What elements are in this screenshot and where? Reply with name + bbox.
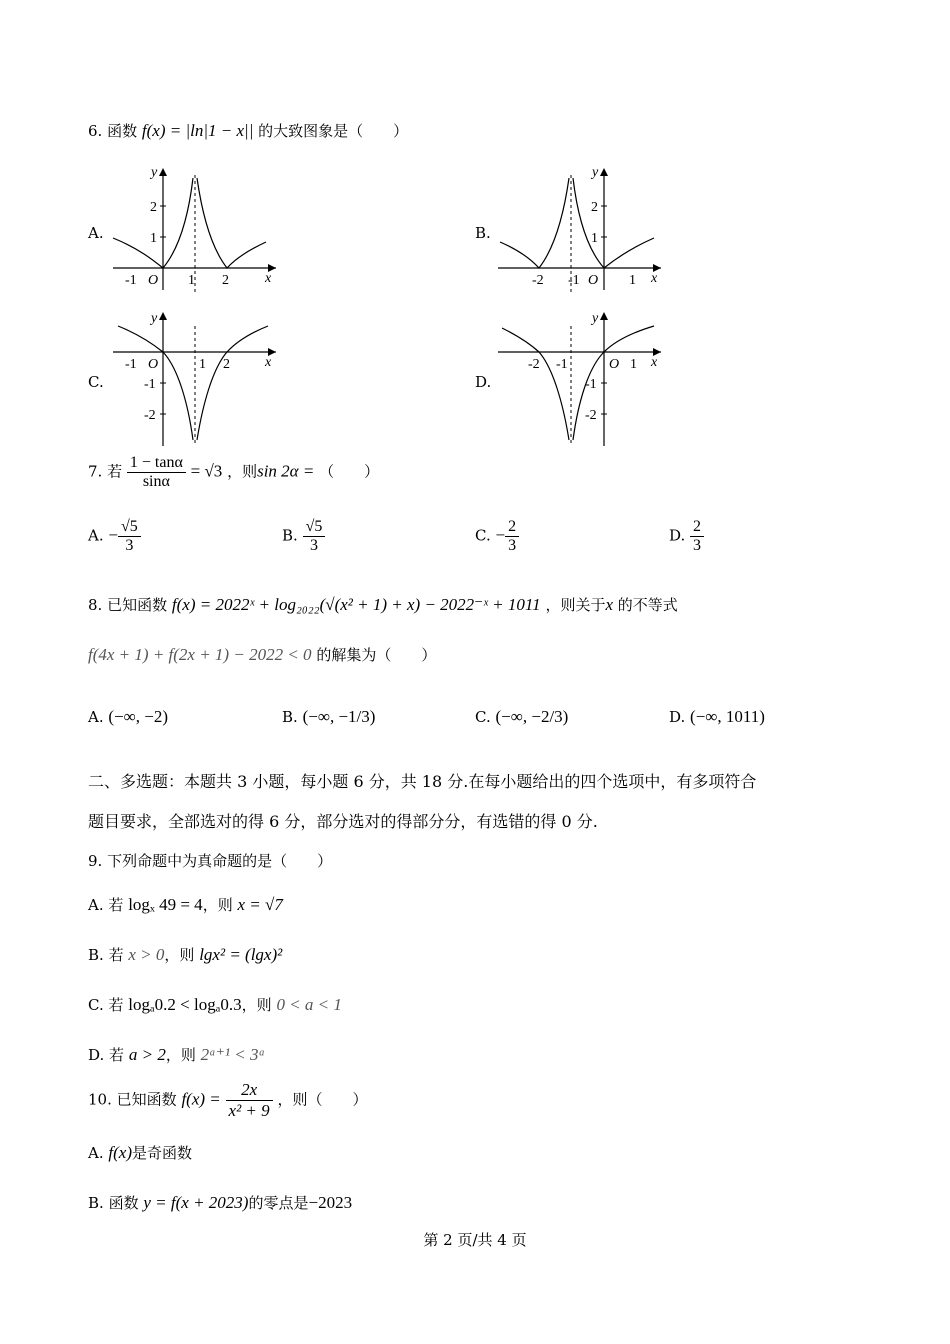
q6c-tick-2: 2 — [223, 357, 230, 372]
q6b-tick-y1: 1 — [591, 231, 598, 246]
q6c-origin: O — [148, 357, 159, 372]
q6b-tick-y2: 2 — [591, 200, 598, 215]
q6-graph-d[interactable] — [496, 308, 668, 448]
q6b-origin: O — [588, 273, 599, 288]
q6-option-b-label[interactable]: B. — [475, 224, 491, 242]
q6d-origin: O — [609, 357, 620, 372]
q9-option-d[interactable]: D. 若 a > 2，则 2ᵃ⁺¹ < 3ᵃ — [88, 1045, 266, 1064]
q6d-tick-neg2: -2 — [528, 357, 540, 372]
q6c-tick-1: 1 — [199, 357, 206, 372]
q6a-x-label: x — [265, 271, 272, 286]
q8-formula: f(x) = 2022ˣ + log₂₀₂₂(√(x² + 1) + x) − 2022⁻ˣ + 1011 — [171, 595, 541, 614]
q6d-y-label: y — [592, 311, 599, 326]
q9-option-b[interactable]: B. 若 x > 0，则 lgx² = (lgx)² — [88, 945, 283, 964]
q8-option-d[interactable]: D. (−∞, 1011) — [669, 707, 765, 726]
q6b-tick-neg1: -1 — [568, 273, 580, 288]
q9-option-c[interactable]: C. 若 logₐ0.2 < logₐ0.3，则 0 < a < 1 — [88, 995, 342, 1014]
q6c-y-label: y — [151, 311, 158, 326]
q6d-tick-neg1: -1 — [556, 357, 568, 372]
q9-stem: 9. 下列命题中为真命题的是（ ） — [88, 852, 333, 870]
q10-option-a[interactable]: A. f(x)是奇函数 — [88, 1143, 192, 1162]
q6-graph-c[interactable] — [108, 308, 283, 448]
q6-graph-a[interactable] — [108, 160, 283, 295]
q6-option-d-label[interactable]: D. — [475, 373, 492, 391]
q6a-tick-2: 2 — [222, 273, 229, 288]
q7-stem: 7. 若 $\frac{1 - \tan\alpha}{\sin\alpha}$ = √3 ，则sin 2α = （ ） — [88, 454, 380, 490]
q10-stem: 10. 已知函数 f(x) = $\frac{2x}{\text{x² + 9}}$ ，则（ ） — [88, 1080, 368, 1120]
q6b-tick-neg2: -2 — [532, 273, 544, 288]
q6d-tick-1: 1 — [630, 357, 637, 372]
q8-option-b[interactable]: B. (−∞, −1/3) — [282, 707, 376, 726]
q6d-tick-yneg2: -2 — [585, 408, 597, 423]
q8-stem-line2: f(4x + 1) + f(2x + 1) − 2022 < 0 的解集为（ ） — [88, 645, 437, 664]
q6-option-c-label[interactable]: C. — [88, 373, 104, 391]
q6d-x-label: x — [651, 355, 658, 370]
q6a-tick-1: 1 — [188, 273, 195, 288]
q6c-x-label: x — [265, 355, 272, 370]
q6a-origin: O — [148, 273, 159, 288]
q6c-tick-neg1: -1 — [125, 357, 137, 372]
q8-option-a[interactable]: A. (−∞, −2) — [88, 707, 169, 726]
q7-option-c[interactable]: C. − $\frac{2}{3}$ — [475, 518, 519, 555]
q6-graph-b[interactable] — [496, 160, 668, 295]
page-footer: 第 2 页/共 4 页 — [423, 1231, 527, 1249]
q10-option-b[interactable]: B. 函数 y = f(x + 2023)的零点是−2023 — [88, 1193, 353, 1212]
q7-fraction: $\frac{1 - \tan\alpha}{\sin\alpha}$ — [127, 454, 186, 491]
q6-formula: f(x) = |ln|1 − x|| — [141, 121, 254, 140]
q6a-tick-y1: 1 — [150, 231, 157, 246]
q8-stem: 8. 已知函数 f(x) = 2022ˣ + log₂₀₂₂(√(x² + 1) + x) − 2022⁻ˣ + 1011 ，则关于x 的不等式 — [88, 595, 678, 614]
q6c-tick-yneg1: -1 — [144, 377, 156, 392]
q8-inequality: f(4x + 1) + f(2x + 1) − 2022 < 0 — [88, 645, 312, 664]
q6a-y-label: y — [151, 165, 158, 180]
q6a-tick-neg1: -1 — [125, 273, 137, 288]
q7-option-a[interactable]: A. − $\frac{√5}{3}$ — [88, 518, 141, 555]
q6b-x-label: x — [651, 271, 658, 286]
q7-option-b[interactable]: B. $\frac{√5}{3}$ — [282, 518, 325, 555]
q6c-tick-yneg2: -2 — [144, 408, 156, 423]
q10-fraction: $\frac{2x}{\text{x² + 9}}$ — [226, 1080, 273, 1121]
q6b-y-label: y — [592, 165, 599, 180]
q6a-tick-y2: 2 — [150, 200, 157, 215]
q6d-tick-yneg1: -1 — [585, 377, 597, 392]
q6-stem: 6. 函数 f(x) = |ln|1 − x|| 的大致图象是（ ） — [88, 121, 409, 140]
section2-heading: 二、多选题：本题共 3 小题，每小题 6 分，共 18 分.在每小题给出的四个选项中，有多项符合 题目要求，全部选对的得 6 分，部分选对的得部分分，有选错的得 0 分. — [88, 772, 757, 831]
q6b-tick-1: 1 — [629, 273, 636, 288]
q6-option-a-label[interactable]: A. — [88, 224, 104, 242]
q7-option-d[interactable]: D. $\frac{2}{3}$ — [669, 518, 704, 555]
q8-option-c[interactable]: C. (−∞, −2/3) — [475, 707, 569, 726]
q9-option-a[interactable]: A. 若 logₓ 49 = 4，则 x = √7 — [88, 895, 283, 914]
